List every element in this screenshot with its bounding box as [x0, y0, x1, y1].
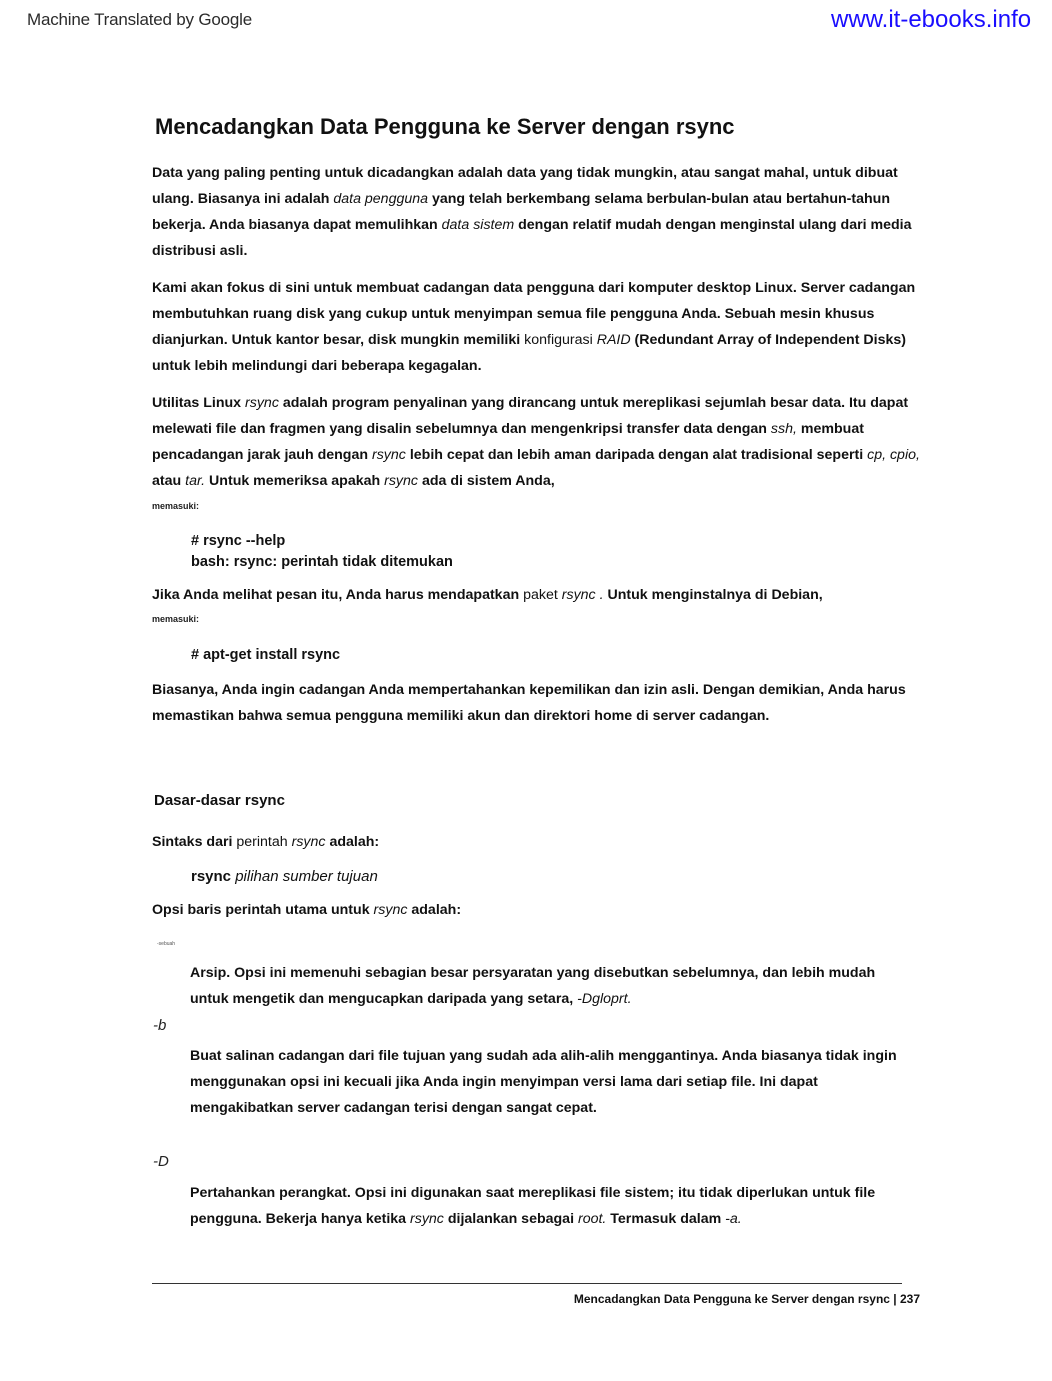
code-line: bash: rsync: perintah tidak ditemukan — [191, 554, 453, 570]
option-b-description: Buat salinan cadangan dari file tujuan yang sudah ada alih-alih menggantinya. Anda biasanya tidak ingin menggunakan opsi ini kecuali jika Anda ingin menyimpan versi lama dari setiap file. Ini dapat mengakibatkan server cadangan terisi dengan sangat cepat. — [190, 1048, 897, 1116]
paragraph-4: Jika Anda melihat pesan itu, Anda harus mendapatkan paket rsync . Untuk menginstalnya di Debian, — [152, 587, 823, 603]
site-link[interactable]: www.it-ebooks.info — [831, 6, 1032, 33]
paragraph-2: Kami akan fokus di sini untuk membuat cadangan data pengguna dari komputer desktop Linux. Server cadangan membutuhkan ruang disk yang cukup untuk menyimpan semua file pengguna Anda. Sebuah mesin khusus dianjurkan. Untuk kantor besar, disk mungkin memiliki konfigurasi RAID (Redundant Array of Independent Disks) untuk lebih melindungi dari beberapa kegagalan. — [152, 280, 916, 374]
code-line: # rsync --help — [191, 533, 286, 549]
code-line: # apt-get install rsync — [191, 647, 341, 663]
syntax-command: rsync pilihan sumber tujuan — [191, 868, 378, 885]
page-footer: Mencadangkan Data Pengguna ke Server dengan rsync | 237 — [573, 1292, 920, 1306]
section-title: Mencadangkan Data Pengguna ke Server dengan rsync — [155, 114, 735, 139]
enter-label: memasuki: — [152, 614, 200, 624]
option-D-description: Pertahankan perangkat. Opsi ini digunakan saat mereplikasi file sistem; itu tidak diperlukan untuk file pengguna. Bekerja hanya ketika rsync dijalankan sebagai root. Termasuk dalam -a. — [190, 1185, 876, 1227]
options-intro: Opsi baris perintah utama untuk rsync adalah: — [152, 902, 462, 918]
paragraph-3: Utilitas Linux rsync adalah program penyalinan yang dirancang untuk mereplikasi sejumlah besar data. Itu dapat melewati file dan fragmen yang disalin sebelumnya dan mengenkripsi transfer data dengan ssh, membuat pencadangan jarak jauh dengan rsync lebih cepat dan lebih aman daripada dengan alat tradisional seperti cp, cpio, atau tar. Untuk memeriksa apakah rsync ada di sistem Anda, — [152, 395, 920, 489]
subheading: Dasar-dasar rsync — [154, 792, 285, 809]
paragraph-5: Biasanya, Anda ingin cadangan Anda mempertahankan kepemilikan dan izin asli. Dengan demikian, Anda harus memastikan bahwa semua pengguna memiliki akun dan direktori home di server cadangan. — [152, 682, 906, 724]
option-b-flag: -b — [153, 1017, 167, 1034]
syntax-line: Sintaks dari perintah rsync adalah: — [152, 834, 380, 850]
option-D-flag: -D — [153, 1153, 169, 1170]
enter-label: memasuki: — [152, 501, 200, 511]
footer-rule — [152, 1283, 902, 1284]
paragraph-1: Data yang paling penting untuk dicadangkan adalah data yang tidak mungkin, atau sangat mahal, untuk dibuat ulang. Biasanya ini adalah data pengguna yang telah berkembang selama berbulan-bulan atau bertahun-tahun bekerja. Anda biasanya dapat memulihkan data sistem dengan relatif mudah dengan menginstal ulang dari media distribusi asli. — [152, 165, 912, 259]
code-block — [191, 531, 453, 573]
option-a-flag: -sebuah — [157, 941, 176, 947]
option-a-description: Arsip. Opsi ini memenuhi sebagian besar persyaratan yang disebutkan sebelumnya, dan lebih mudah untuk mengetik dan mengucapkan daripada yang setara, -Dgloprt. — [190, 965, 876, 1007]
machine-translated-label: Machine Translated by Google — [27, 10, 252, 29]
